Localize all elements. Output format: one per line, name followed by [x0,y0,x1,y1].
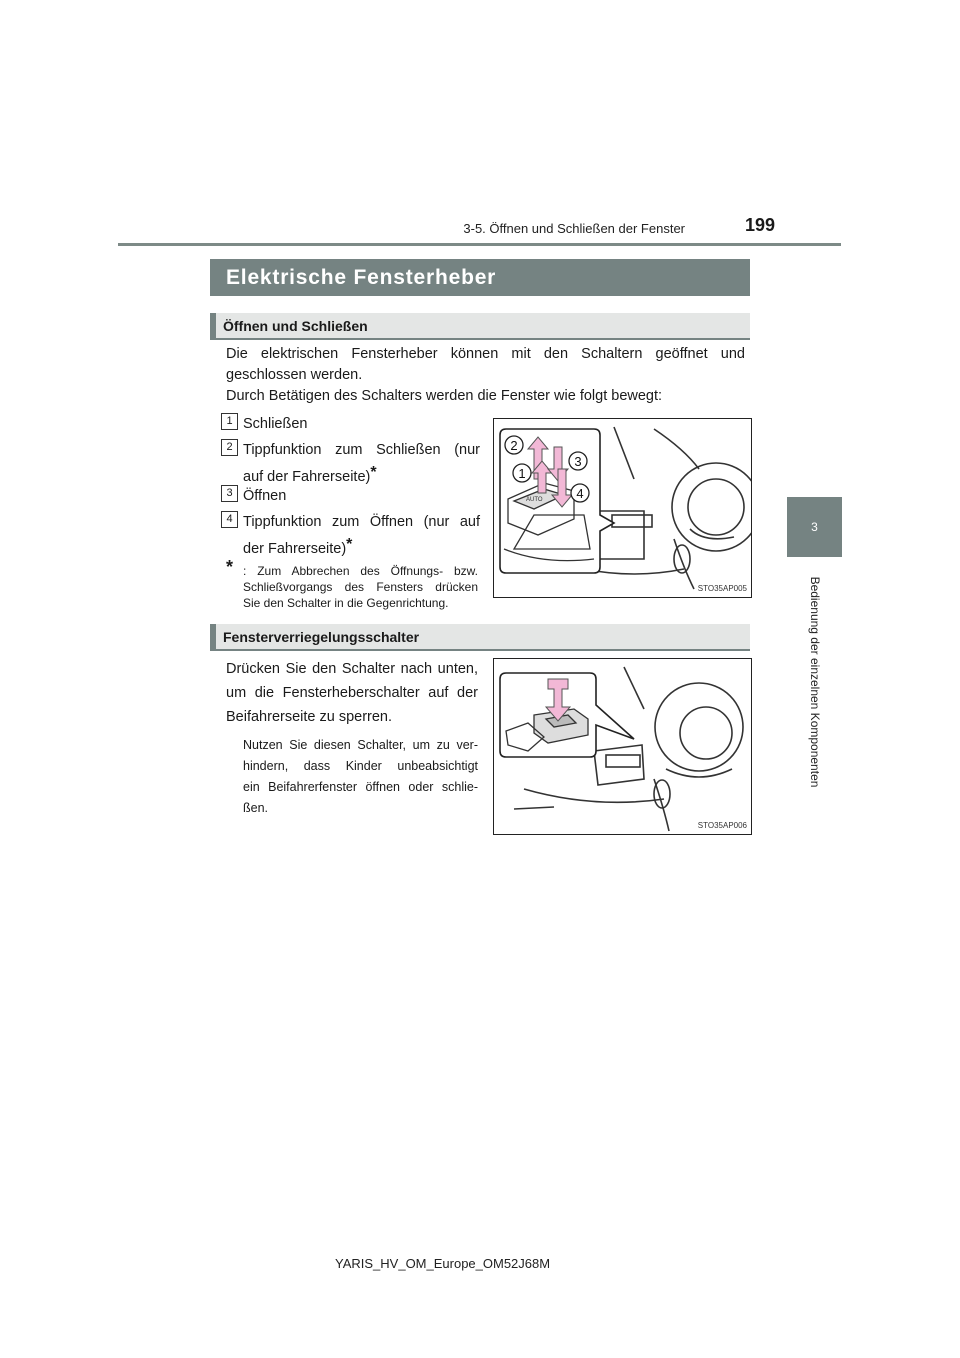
document-id: YARIS_HV_OM_Europe_OM52J68M [335,1256,551,1271]
item-text-1: Schließen [243,416,308,432]
page-number: 199 [744,215,775,235]
asterisk-mark: * [370,464,377,481]
callout-1: 1 [518,466,526,481]
lock-note-line-2: hindern, dass Kinder unbeabsichtigt [243,759,478,773]
auto-label: AUTO [526,497,543,503]
heading-marker [210,313,216,340]
lock-note-line-1: Nutzen Sie diesen Schalter, um zu ver- [243,738,478,752]
footnote-asterisk: * [226,557,234,577]
section-heading-lock-switch [210,624,750,651]
figure-code: STO35AP005 [697,584,747,593]
intro-line-1: Die elektrischen Fensterheber können mit den Schaltern geöffnet und [226,346,745,362]
section-heading-open-close [210,313,750,340]
lock-text-line-1: Drücken Sie den Schalter nach unten, [226,661,478,677]
window-switch-illustration [494,419,751,597]
figure-code: STO35AP006 [697,821,747,830]
lock-note-line-4: ßen. [243,801,269,815]
callout-3: 3 [574,454,582,469]
item-number-4: 4 [221,511,238,528]
callout-2: 2 [510,438,518,453]
chapter-label-text: Bedienung der einzelnen Komponenten [807,576,822,788]
header-divider [118,243,841,246]
section-heading-text: Öffnen und Schließen [223,318,368,334]
asterisk-mark: * [346,536,353,553]
heading-marker [210,624,216,651]
chapter-tab: 3 [787,497,842,557]
chapter-label [787,567,842,797]
item-text-2b-text: auf der Fahrerseite) [243,469,371,485]
intro-line-3: Durch Betätigen des Schalters werden die Fenster wie folgt bewegt: [226,388,663,404]
footnote-line-3: Sie den Schalter in die Gegenrichtung. [243,596,449,610]
item-text-2a: Tippfunktion zum Schließen (nur [243,442,480,458]
item-text-4a: Tippfunktion zum Öffnen (nur auf [243,514,480,530]
section-heading-text: Fensterverriegelungsschalter [223,629,420,645]
item-text-4b-text: der Fahrerseite) [243,541,347,557]
lock-text-line-3: Beifahrerseite zu sperren. [226,709,393,725]
page-title: Elektrische Fensterheber [210,259,750,296]
footnote-line-1: : Zum Abbrechen des Öffnungs- bzw. [243,564,478,578]
item-number-2: 2 [221,439,238,456]
footnote-line-2: Schließvorgangs des Fensters drücken [243,580,478,594]
figure-window-switch [493,418,752,598]
item-text-3: Öffnen [243,488,287,504]
figure-lock-switch [493,658,752,835]
lock-note-line-3: ein Beifahrerfenster öffnen oder schlie- [243,780,478,794]
lock-switch-illustration [494,659,751,834]
callout-4: 4 [576,486,584,501]
item-number-3: 3 [221,485,238,502]
item-number-1: 1 [221,413,238,430]
lock-text-line-2: um die Fensterheberschalter auf der [226,685,478,701]
running-header: 3-5. Öffnen und Schließen der Fenster [463,221,685,236]
item-text-4b [243,533,480,561]
intro-line-2: geschlossen werden. [226,367,363,383]
